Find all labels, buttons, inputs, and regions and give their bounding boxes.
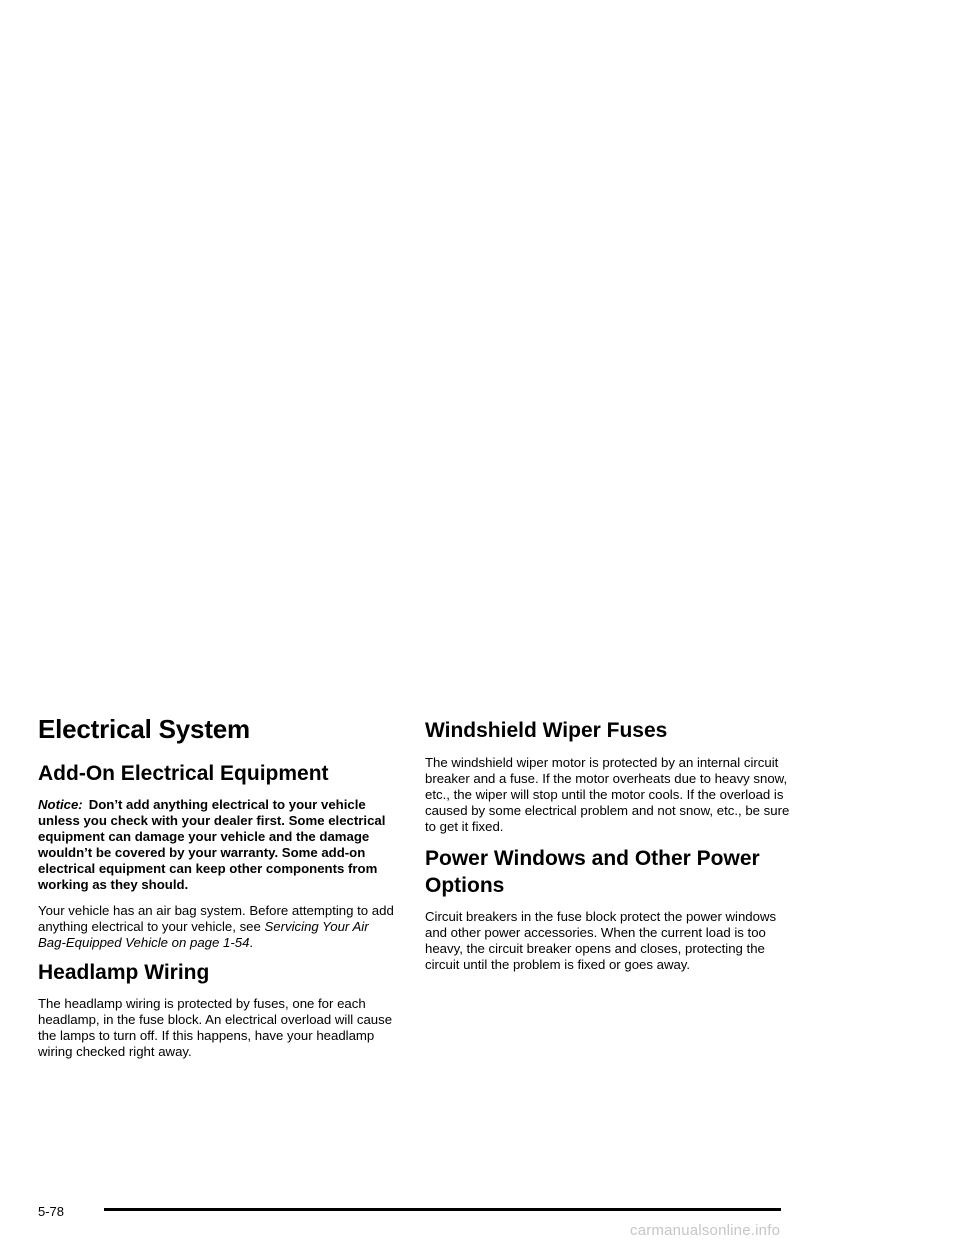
add-on-equipment-heading: Add-On Electrical Equipment — [38, 762, 329, 785]
right-column — [425, 712, 790, 983]
wiper-fuses-heading: Windshield Wiper Fuses — [425, 719, 668, 742]
notice-label: Notice: — [38, 797, 83, 812]
notice-text: Don’t add anything electrical to your vehicle unless you check with your dealer first. Some electrical equipment can damage your vehicle and the damage wouldn’t be covered by your warranty. Some add-on electrical equipment can keep other components from working as they should. — [38, 797, 386, 892]
section-title: Electrical System — [38, 714, 250, 744]
power-windows-paragraph: Circuit breakers in the fuse block protect the power windows and other power accessories. When the current load is too heavy, the circuit breaker opens and closes, protecting the circuit until the problem is fixed or goes away. — [425, 909, 777, 972]
watermark: carmanualsonline.info — [630, 1222, 781, 1239]
left-column — [38, 712, 400, 1070]
notice-paragraph — [38, 797, 400, 893]
add-on-body-paragraph — [38, 903, 400, 951]
wiper-fuses-paragraph: The windshield wiper motor is protected by an internal circuit breaker and a fuse. If the motor overheats due to heavy snow, etc., the wiper will stop until the motor cools. If the overload is caused by some electrical problem and not snow, etc., be sure to get it fixed. — [425, 755, 790, 834]
headlamp-wiring-heading: Headlamp Wiring — [38, 961, 210, 984]
add-on-body-end: . — [249, 935, 254, 950]
headlamp-wiring-paragraph: The headlamp wiring is protected by fuses, one for each headlamp, in the fuse block. An electrical overload will cause the lamps to turn off. If this happens, have your headlamp wiring checked right away. — [38, 996, 393, 1059]
page-number: 5-78 — [38, 1204, 65, 1219]
add-on-body-text: Your vehicle has an air bag system. Before attempting to add anything electrical to your vehicle, see — [38, 903, 394, 934]
air-bag-servicing-reference-link[interactable]: Servicing Your Air Bag-Equipped Vehicle on page 1-54 — [38, 919, 369, 950]
footer-rule — [104, 1208, 781, 1211]
power-windows-heading: Power Windows and Other Power Options — [425, 847, 760, 897]
